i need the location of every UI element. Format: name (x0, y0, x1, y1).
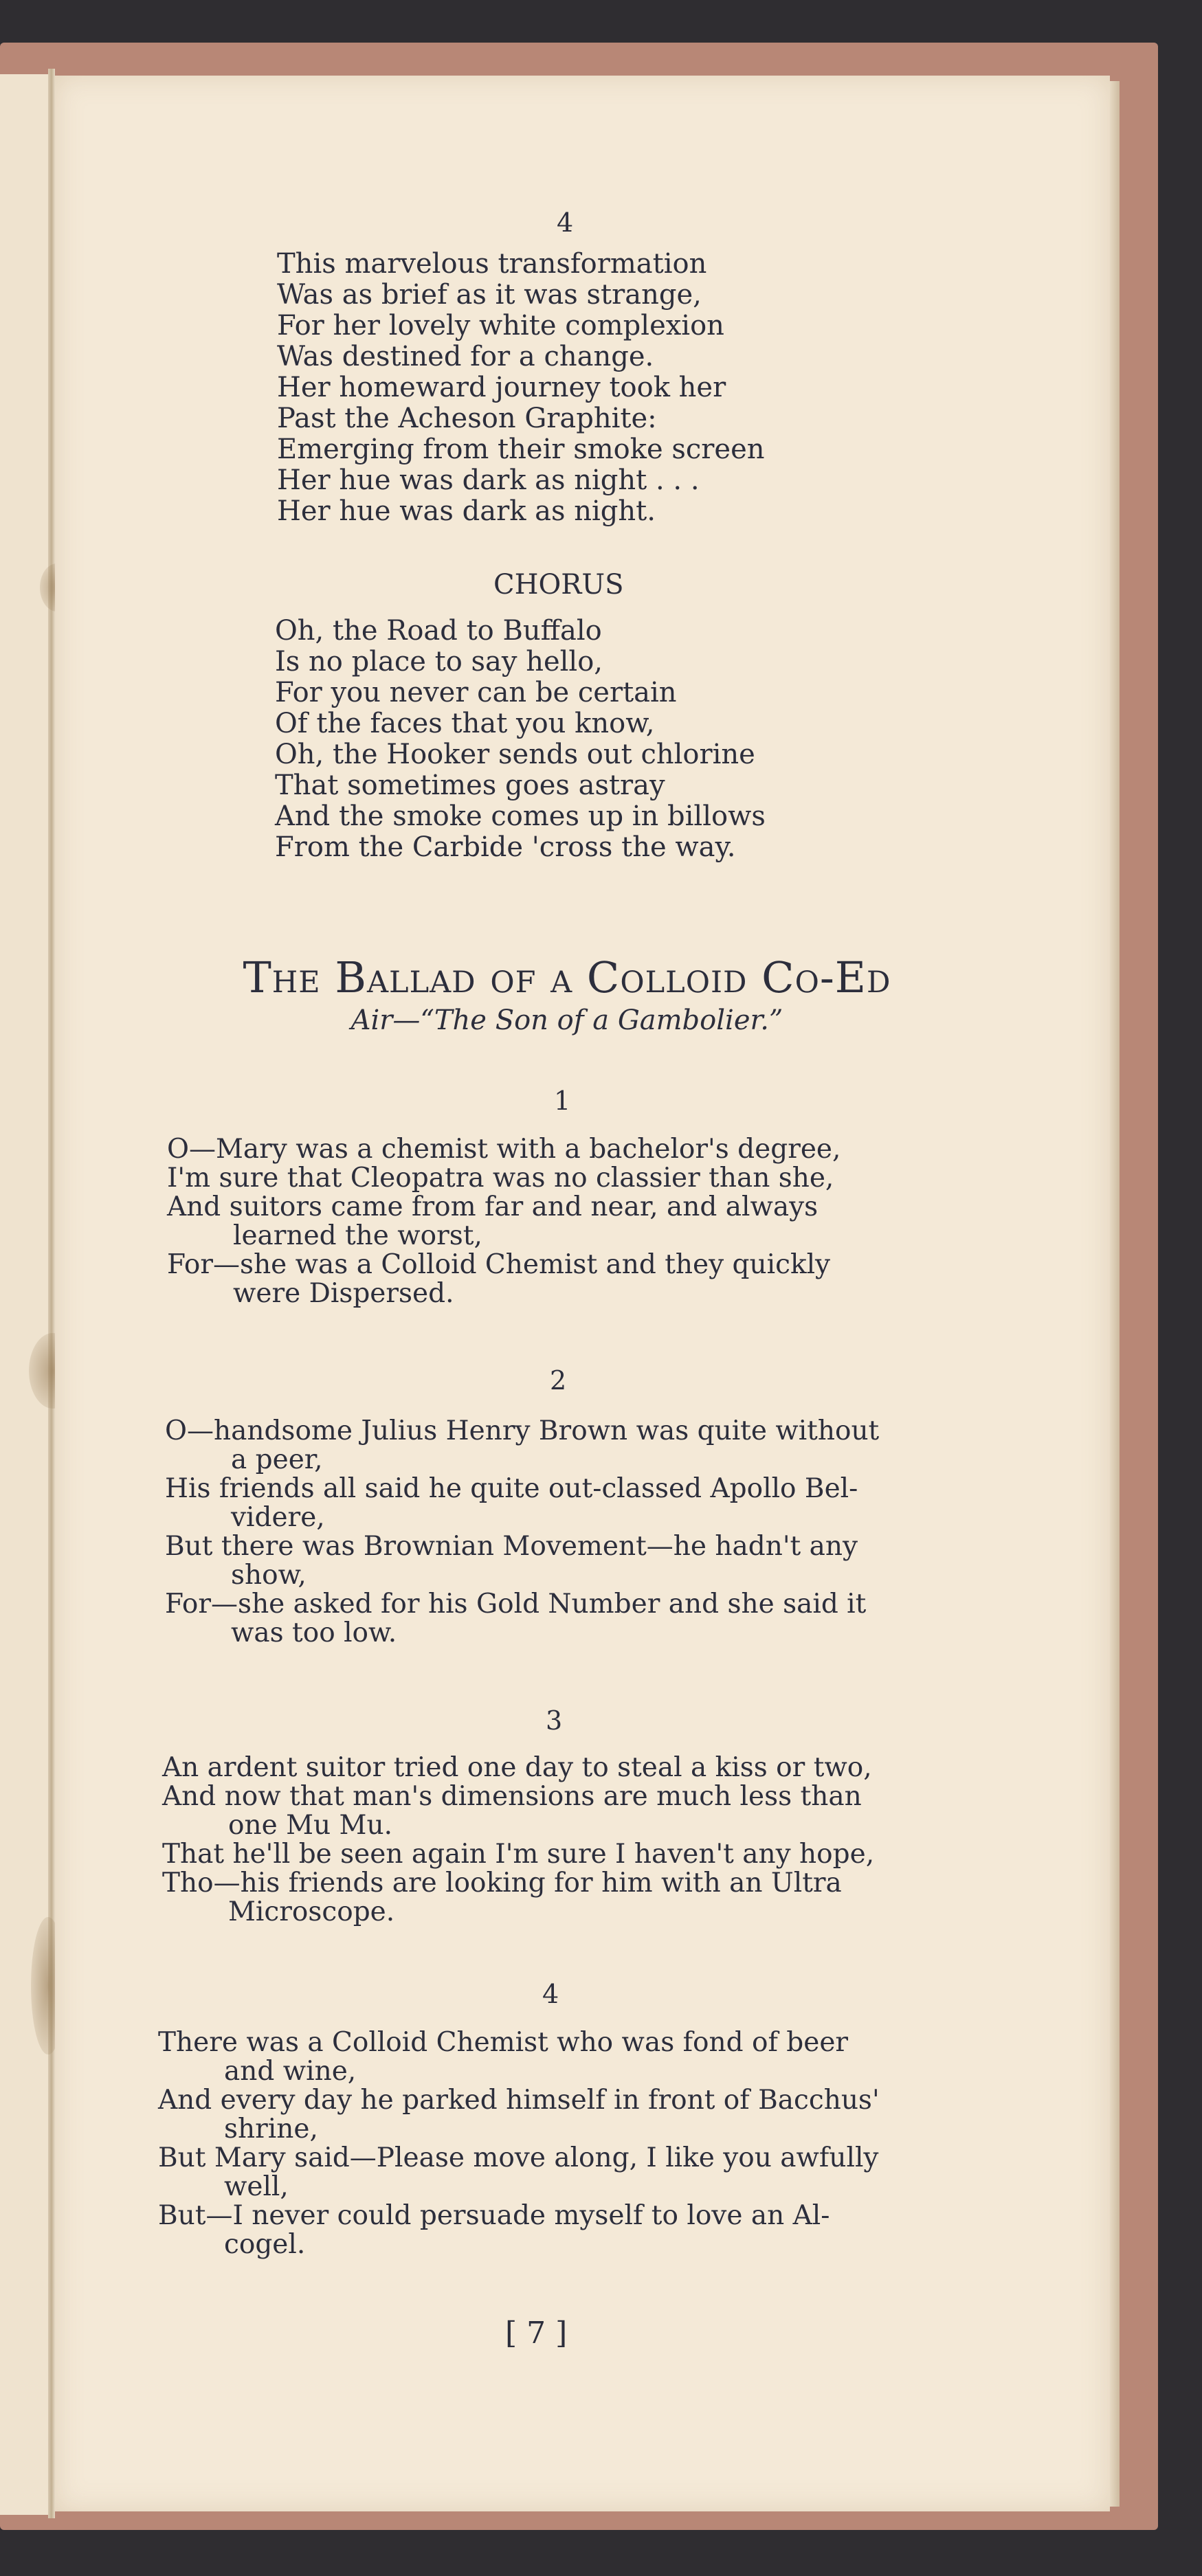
verse-line: This marvelous transformation (277, 248, 707, 280)
stanza-number: 3 (546, 1705, 563, 1736)
verse-line: Her homeward journey took her (277, 372, 726, 403)
verse-line: Of the faces that you know, (275, 708, 655, 739)
verse-line: I'm sure that Cleopatra was no classier than she, (167, 1163, 834, 1194)
verse-line: were Dispersed. (233, 1278, 454, 1309)
verse-line: videre, (231, 1502, 325, 1533)
verse-line: An ardent suitor tried one day to steal a kiss or two, (162, 1752, 872, 1783)
verse-line: Was destined for a change. (277, 341, 654, 372)
booklet-spine (48, 69, 55, 2518)
page-number: [ 7 ] (505, 2316, 568, 2351)
verse-line: cogel. (224, 2229, 306, 2260)
stanza-number: 1 (554, 1086, 571, 1116)
verse-line: Past the Acheson Graphite: (277, 403, 657, 434)
verse-line: And the smoke comes up in billows (275, 800, 766, 832)
verse-line: But there was Brownian Movement—he hadn't any (165, 1531, 858, 1562)
verse-line: Oh, the Hooker sends out chlorine (275, 739, 755, 770)
verse-line: shrine, (224, 2114, 318, 2144)
verse-line: For you never can be certain (275, 677, 677, 708)
verse-line: But Mary said—Please move along, I like you awfully (158, 2142, 879, 2173)
ballad-title: The Ballad of a Colloid Co-Ed (243, 952, 891, 1003)
verse-line: Her hue was dark as night. (277, 495, 656, 527)
ballad-verse-2 (165, 1417, 950, 1648)
verse-line: For—she was a Colloid Chemist and they quickly (167, 1249, 831, 1280)
page-edge (1110, 81, 1120, 2507)
verse-line: There was a Colloid Chemist who was fond of beer (158, 2027, 849, 2058)
verse-line: Microscope. (228, 1896, 395, 1927)
verse-line: O—handsome Julius Henry Brown was quite without (165, 1415, 880, 1446)
verse-line: well, (224, 2171, 289, 2202)
verse-line: O—Mary was a chemist with a bachelor's degree, (167, 1134, 841, 1165)
verse-line: And every day he parked himself in front of Bacchus' (158, 2085, 880, 2116)
ballad-verse-4 (158, 2028, 943, 2259)
chorus-stanza (275, 616, 766, 863)
verse-line: That he'll be seen again I'm sure I haven't any hope, (162, 1839, 875, 1870)
verse-line: And now that man's dimensions are much less than (162, 1781, 862, 1812)
verse-line: show, (231, 1560, 307, 1591)
ballad-air: Air—“The Son of a Gambolier.” (350, 1005, 783, 1036)
verse-line: His friends all said he quite out-classed Apollo Bel- (165, 1473, 858, 1504)
verse-line: Was as brief as it was strange, (277, 279, 702, 311)
verse-line: And suitors came from far and near, and always (167, 1191, 819, 1222)
verse-line: Oh, the Road to Buffalo (275, 615, 602, 647)
verse-line: and wine, (224, 2056, 357, 2087)
verse-line: Tho—his friends are looking for him with an Ultra (162, 1868, 842, 1899)
stanza-four (277, 249, 765, 527)
stanza-number: 4 (557, 208, 574, 238)
verse-line: Emerging from their smoke screen (277, 434, 765, 465)
ballad-verse-3 (162, 1754, 947, 1927)
verse-line: was too low. (231, 1617, 397, 1648)
ballad-verse-1 (167, 1135, 952, 1308)
chorus-heading: CHORUS (493, 569, 624, 601)
verse-line: For—she asked for his Gold Number and she said it (165, 1589, 867, 1620)
verse-line: Is no place to say hello, (275, 646, 603, 677)
previous-page-edge (0, 74, 54, 2515)
verse-line: For her lovely white complexion (277, 310, 724, 341)
verse-line: one Mu Mu. (228, 1810, 392, 1841)
verse-line: Her hue was dark as night . . . (277, 464, 700, 496)
stanza-number: 2 (550, 1365, 567, 1396)
stanza-number: 4 (542, 1979, 559, 2009)
verse-line: But—I never could persuade myself to love an Al- (158, 2200, 830, 2231)
verse-line: That sometimes goes astray (275, 770, 665, 801)
verse-line: learned the worst, (233, 1220, 482, 1251)
verse-line: a peer, (231, 1444, 323, 1475)
verse-line: From the Carbide 'cross the way. (275, 831, 736, 863)
